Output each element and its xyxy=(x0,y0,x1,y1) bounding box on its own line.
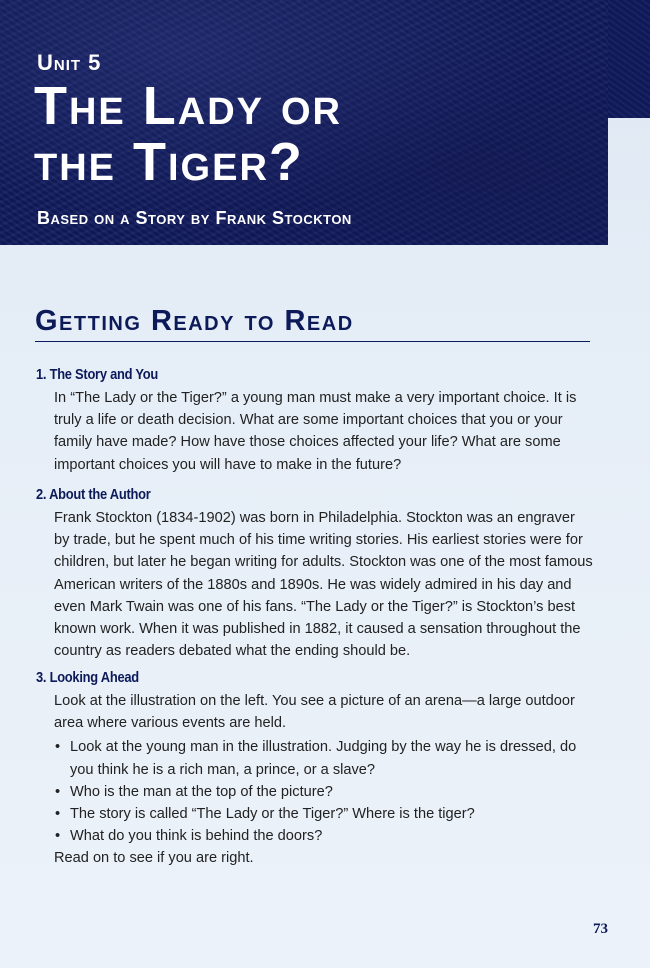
story-title-line-2: the Tiger? xyxy=(34,132,304,192)
bullet-item: • Who is the man at the top of the picture? xyxy=(54,781,594,803)
section-divider xyxy=(35,341,590,342)
item-story-and-you xyxy=(36,366,594,476)
item-paragraph: Frank Stockton (1834-1902) was born in Philadelphia. Stockton was an engraver by trade, but he spent much of his time writing stories. His earliest stories were for children, but later he began writing for adults. Stockton was one of the most famous American writers of the 1880s and 1890s. He was widely admired in his day and even Mark Twain was one of his fans. “The Lady or the Tiger?” is Stockton’s best known work. When it was published in 1882, it caused a sensation throughout the country as readers debated what the ending should be. xyxy=(54,510,593,660)
story-title-line-1: The Lady or xyxy=(34,76,342,136)
page-number: 73 xyxy=(593,921,608,937)
bullet-item: • What do you think is behind the doors? xyxy=(54,825,594,847)
item-intro: Look at the illustration on the left. You see a picture of an arena—a large outdoor area where various events are held. xyxy=(54,693,575,732)
item-paragraph: In “The Lady or the Tiger?” a young man must make a very important choice. It is truly a life or death decision. What are some important choices that you or your family have made? How have those choices affected your life? What are some important choices you will have to make in the future? xyxy=(54,390,577,473)
title-banner-tab xyxy=(608,0,650,118)
item-body xyxy=(54,690,594,870)
section-heading: Getting Ready to Read xyxy=(35,305,354,337)
bullet-item: • Look at the young man in the illustration. Judging by the way he is dressed, do you think he is a rich man, a prince, or a slave? xyxy=(54,736,594,780)
item-heading: 1. The Story and You xyxy=(36,366,158,383)
item-closing: Read on to see if you are right. xyxy=(54,850,254,867)
item-body xyxy=(54,507,594,662)
item-looking-ahead xyxy=(36,669,594,870)
item-about-the-author xyxy=(36,486,594,662)
story-title xyxy=(34,78,342,190)
unit-label: Unit 5 xyxy=(37,50,102,75)
item-heading: 3. Looking Ahead xyxy=(36,669,139,686)
byline: Based on a Story by Frank Stockton xyxy=(37,208,352,228)
item-body xyxy=(54,387,594,476)
bullet-list xyxy=(54,736,594,847)
bullet-item: • The story is called “The Lady or the Tiger?” Where is the tiger? xyxy=(54,803,594,825)
item-heading: 2. About the Author xyxy=(36,486,151,503)
